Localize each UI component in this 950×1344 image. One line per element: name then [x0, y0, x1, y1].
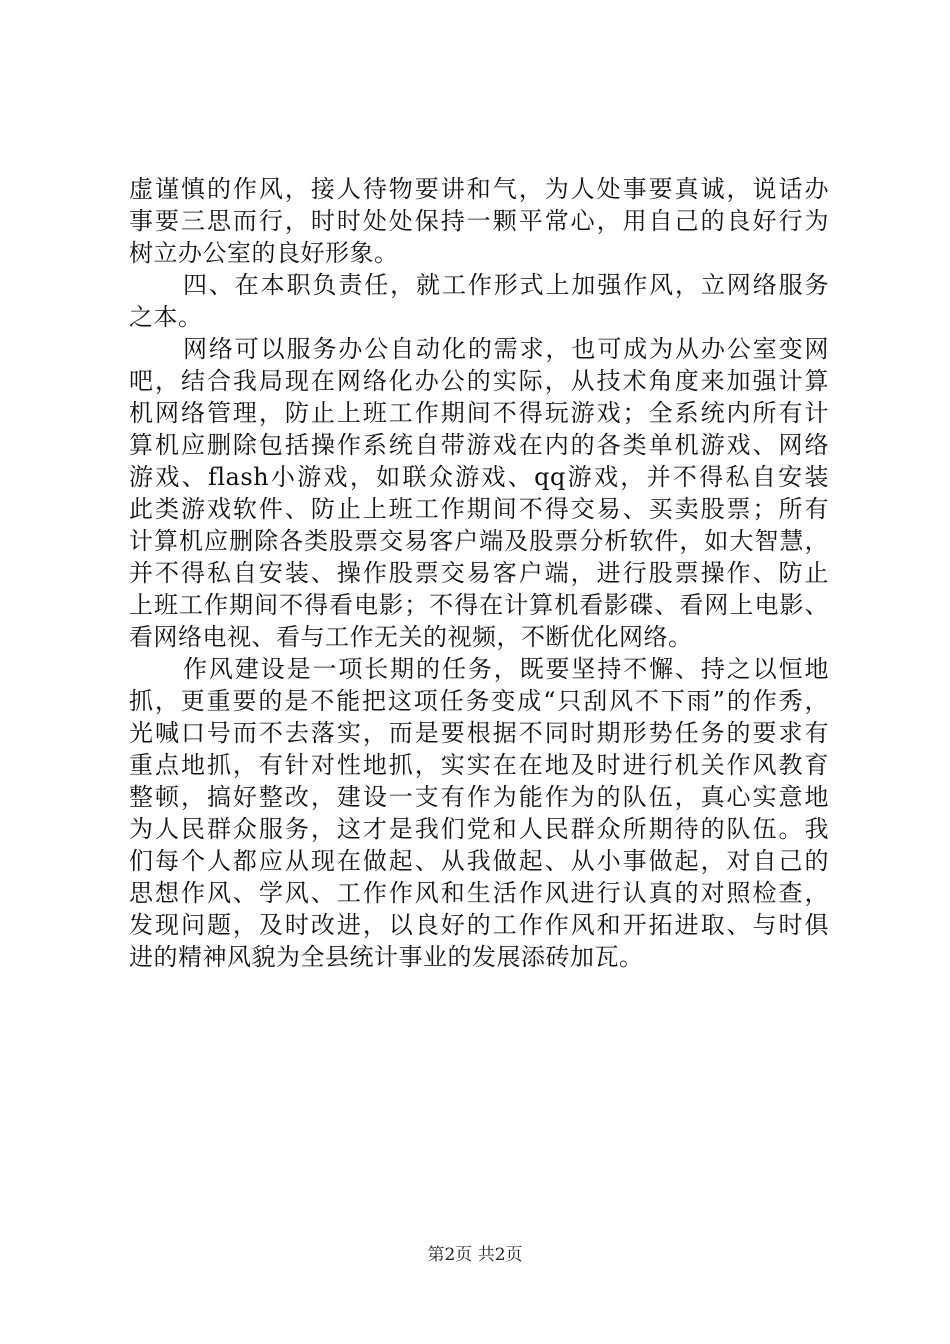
document-body: [129, 173, 829, 973]
paragraph-start-line: 网络可以服务办公自动化的需求，也可成为从办公室变网: [183, 335, 829, 363]
text-line: 游戏、flash小游戏，如联众游戏、qq游戏，并不得私自安装: [129, 463, 829, 491]
text-line: 吧，结合我局现在网络化办公的实际，从技术角度来加强计算: [129, 367, 829, 395]
text-line: 此类游戏软件、防止上班工作期间不得交易、买卖股票；所有: [129, 495, 829, 523]
section-heading-line: 之本。: [129, 303, 203, 331]
text-line: 虚谨慎的作风，接人待物要讲和气，为人处事要真诚，说话办: [129, 175, 829, 203]
text-line: 整顿，搞好整改，建设一支有作为能作为的队伍，真心实意地: [129, 783, 829, 811]
text-line: 并不得私自安装、操作股票交易客户端，进行股票操作、防止: [129, 559, 829, 587]
text-line: 事要三思而行，时时处处保持一颗平常心，用自己的良好行为: [129, 207, 829, 235]
text-line: 计算机应删除各类股票交易客户端及股票分析软件，如大智慧，: [129, 527, 829, 555]
text-line: 思想作风、学风、工作作风和生活作风进行认真的对照检查，: [129, 879, 829, 907]
text-line: 为人民群众服务，这才是我们党和人民群众所期待的队伍。我: [129, 815, 829, 843]
text-line: 看网络电视、看与工作无关的视频，不断优化网络。: [129, 623, 693, 651]
paragraph-start-line: 作风建设是一项长期的任务，既要坚持不懈、持之以恒地: [183, 655, 829, 683]
section-heading-line: 四、在本职负责任，就工作形式上加强作风，立网络服务: [183, 271, 829, 299]
text-line: 抓，更重要的是不能把这项任务变成“只刮风不下雨”的作秀，: [129, 687, 829, 715]
text-line: 机网络管理，防止上班工作期间不得玩游戏；全系统内所有计: [129, 399, 829, 427]
text-line: 发现问题，及时改进，以良好的工作作风和开拓进取、与时俱: [129, 911, 829, 939]
text-line: 光喊口号而不去落实，而是要根据不同时期形势任务的要求有: [129, 719, 829, 747]
text-line: 重点地抓，有针对性地抓，实实在在地及时进行机关作风教育: [129, 751, 829, 779]
text-line: 进的精神风貌为全县统计事业的发展添砖加瓦。: [129, 943, 644, 971]
text-line: 上班工作期间不得看电影；不得在计算机看影碟、看网上电影、: [129, 591, 829, 619]
text-line: 树立办公室的良好形象。: [129, 239, 399, 267]
page-number-footer: 第2页 共2页: [427, 1245, 523, 1265]
text-line: 们每个人都应从现在做起、从我做起、从小事做起，对自己的: [129, 847, 829, 875]
text-line: 算机应删除包括操作系统自带游戏在内的各类单机游戏、网络: [129, 431, 829, 459]
